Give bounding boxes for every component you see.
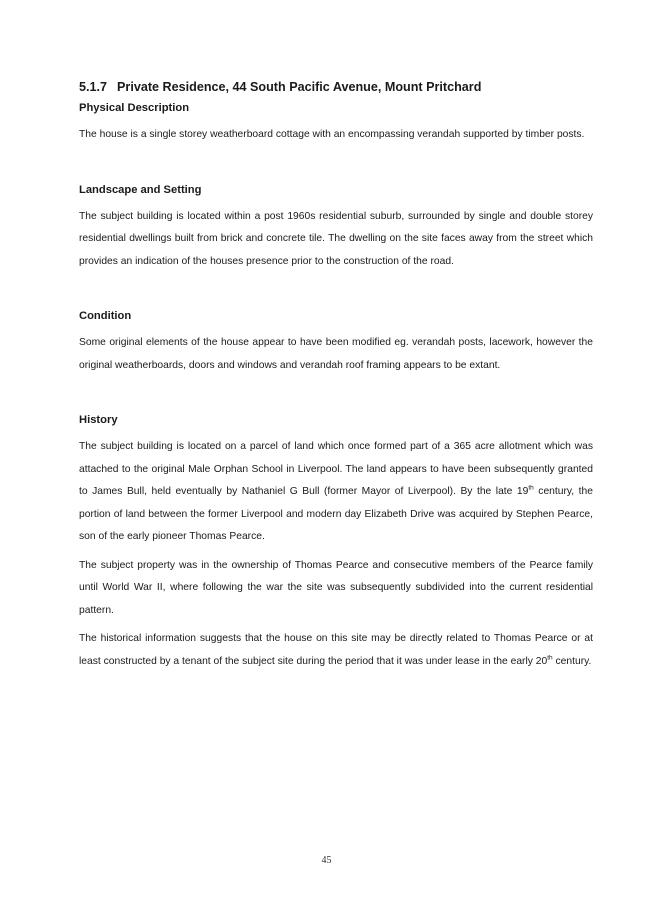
history-p3-text-b: century. xyxy=(552,655,592,667)
landscape-heading: Landscape and Setting xyxy=(79,183,202,196)
landscape-section xyxy=(79,182,593,274)
section-title: Private Residence, 44 South Pacific Avenue, Mount Pritchard xyxy=(117,80,482,94)
condition-section xyxy=(79,308,593,377)
section-number: 5.1.7 xyxy=(79,80,108,94)
history-heading: History xyxy=(79,414,118,426)
history-paragraph-2: The subject property was in the ownership of Thomas Pearce and consecutive members of the Pearce family until World War II, where following the war the site was subsequently subdivided into the current residential pattern. xyxy=(79,559,593,616)
condition-heading: Condition xyxy=(79,310,132,322)
condition-text: Some original elements of the house appear to have been modified eg. verandah posts, lacework, however the original weatherboards, doors and windows and verandah roof framing appears to be extant. xyxy=(79,337,593,371)
landscape-text: The subject building is located within a post 1960s residential suburb, surrounded by single and double storey residential dwellings built from brick and concrete tile. The dwelling on the site faces away from the street which provides an indication of the houses presence prior to the construction of the road. xyxy=(79,210,593,267)
physical-description-heading: Physical Description xyxy=(79,102,190,114)
document-page xyxy=(79,78,593,673)
page-number: 45 xyxy=(321,855,332,866)
history-paragraph-3 xyxy=(79,628,593,673)
history-p1-superscript: th xyxy=(528,484,534,492)
section-heading xyxy=(79,78,593,96)
history-p3-text-a: The historical information suggests that the house on this site may be directly related to Thomas Pearce or at least constructed by a tenant of the subject site during the period that it was under lease in the early 20 xyxy=(79,633,593,667)
physical-description-section xyxy=(79,100,593,147)
history-p1-text-a: The subject building is located on a parcel of land which once formed part of a 365 acre allotment which was attached to the original Male Orphan School in Liverpool. The land appears to have been subsequently granted to James Bull, held eventually by Nathaniel G Bull (former Mayor of Liverpool). By the late 19 xyxy=(79,441,593,497)
history-paragraph-1 xyxy=(79,436,593,549)
history-p1-text-b: century, the portion of land between the former Liverpool and modern day Elizabeth Drive was acquired by Stephen Pearce, son of the early pioneer Thomas Pearce. xyxy=(79,486,593,542)
history-p3-superscript: th xyxy=(547,654,553,662)
physical-description-text: The house is a single storey weatherboard cottage with an encompassing verandah supported by timber posts. xyxy=(79,129,585,140)
history-section xyxy=(79,412,593,673)
